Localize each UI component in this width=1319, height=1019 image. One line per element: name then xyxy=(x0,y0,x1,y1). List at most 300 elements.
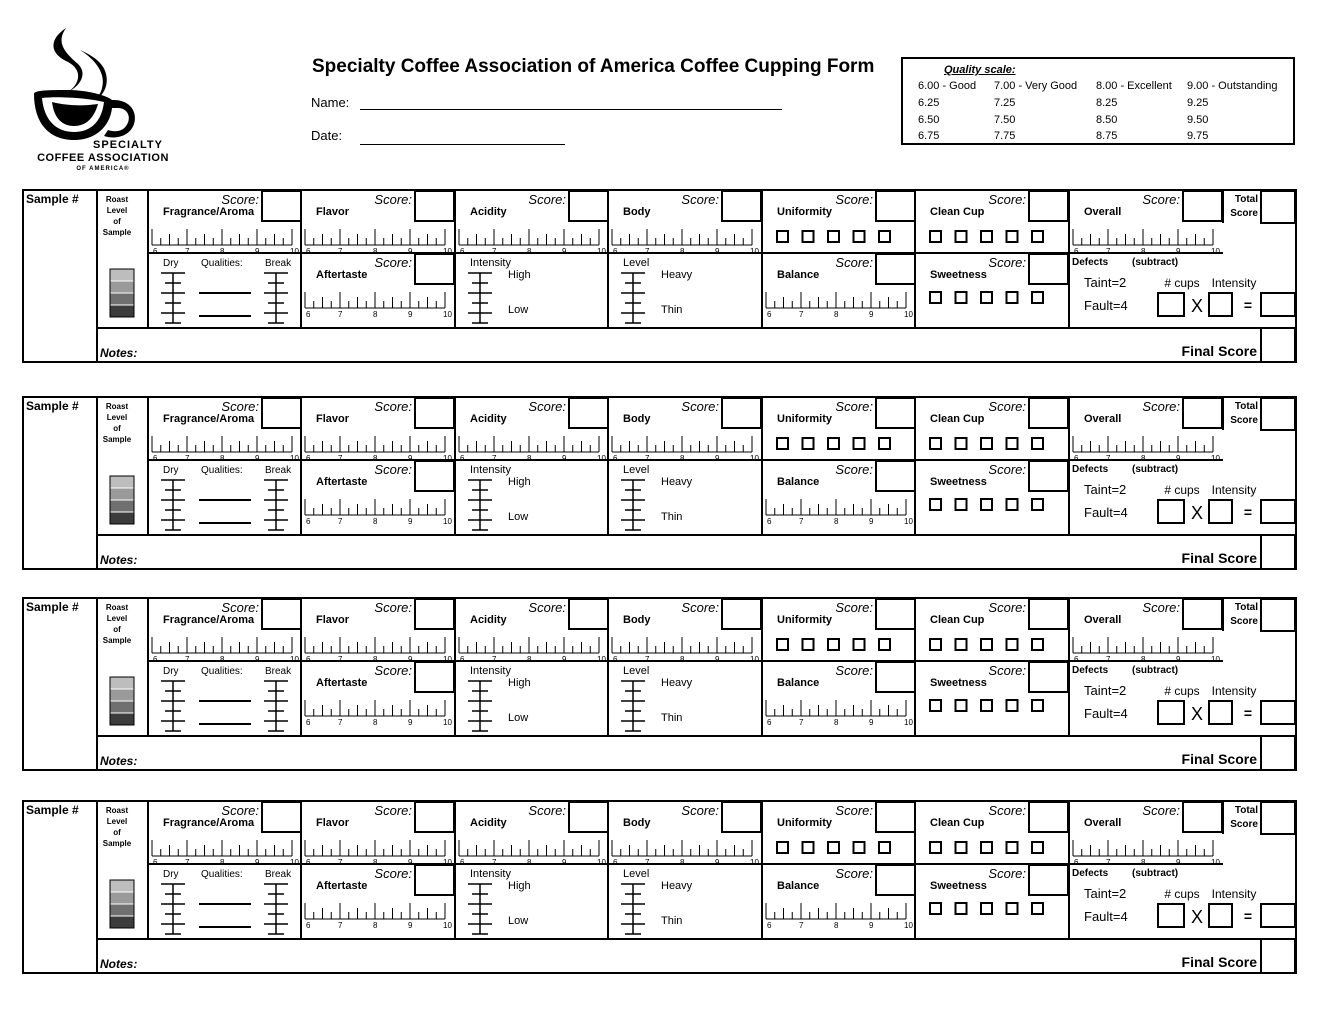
sweetness-score-label: Score: xyxy=(988,462,1026,477)
roast-level-label: Sample xyxy=(102,839,132,848)
acidity-scale-number: 8 xyxy=(527,247,532,256)
clean-cup-cup-checkbox[interactable] xyxy=(981,842,992,853)
sample-card xyxy=(22,597,1297,771)
overall-score-box[interactable] xyxy=(1183,191,1222,221)
aftertaste-scale-number: 9 xyxy=(408,517,413,526)
body-scale-number: 7 xyxy=(645,858,650,867)
body-score-box[interactable] xyxy=(722,802,761,832)
body-thin-label: Thin xyxy=(661,712,683,724)
total-score-label: Score xyxy=(1230,819,1258,830)
sweetness-cup-checkbox[interactable] xyxy=(1007,700,1018,711)
acidity-label: Acidity xyxy=(470,614,507,626)
break-label: Break xyxy=(265,869,292,880)
uniformity-cup-checkbox[interactable] xyxy=(854,639,865,650)
roast-swatch-segment[interactable] xyxy=(110,689,134,701)
acidity-label: Acidity xyxy=(470,413,507,425)
acidity-scale-number: 10 xyxy=(597,247,606,256)
acidity-high-label: High xyxy=(508,880,531,892)
aftertaste-score-box[interactable] xyxy=(415,254,454,284)
quality-scale-value: 8.50 xyxy=(1096,114,1118,126)
overall-score-label: Score: xyxy=(1142,399,1180,414)
body-score-box[interactable] xyxy=(722,398,761,428)
roast-level-label: Roast xyxy=(105,402,129,411)
flavor-score-box[interactable] xyxy=(415,802,454,832)
aftertaste-score-box[interactable] xyxy=(415,662,454,692)
roast-swatch-segment[interactable] xyxy=(110,476,134,488)
uniformity-cup-checkbox[interactable] xyxy=(879,438,890,449)
acidity-scale-number: 7 xyxy=(492,454,497,463)
body-heavy-label: Heavy xyxy=(661,269,693,281)
defects-result-box[interactable] xyxy=(1261,500,1295,523)
clean-cup-cup-checkbox[interactable] xyxy=(981,231,992,242)
aftertaste-score-box[interactable] xyxy=(415,865,454,895)
sweetness-score-box[interactable] xyxy=(1029,461,1068,491)
sweetness-cup-checkbox[interactable] xyxy=(1032,499,1043,510)
uniformity-cup-checkbox[interactable] xyxy=(803,842,814,853)
fragrance-score-label: Score: xyxy=(221,600,259,615)
notes-area[interactable] xyxy=(98,329,1258,361)
sample-card xyxy=(22,396,1297,570)
taint-label: Taint=2 xyxy=(1084,482,1127,497)
uniformity-cup-checkbox[interactable] xyxy=(828,438,839,449)
fragrance-score-label: Score: xyxy=(221,192,259,207)
clean-cup-score-box[interactable] xyxy=(1029,802,1068,832)
sweetness-cup-checkbox[interactable] xyxy=(1032,700,1043,711)
acidity-scale-number: 9 xyxy=(562,454,567,463)
roast-level-label: Sample xyxy=(102,228,132,237)
sweetness-cup-checkbox[interactable] xyxy=(930,499,941,510)
sweetness-cup-checkbox[interactable] xyxy=(930,292,941,303)
qualities-label: Qualities: xyxy=(201,465,243,476)
overall-score-label: Score: xyxy=(1142,600,1180,615)
clean-cup-cup-checkbox[interactable] xyxy=(1032,639,1043,650)
clean-cup-cup-checkbox[interactable] xyxy=(930,639,941,650)
overall-label: Overall xyxy=(1084,206,1122,218)
notes-area[interactable] xyxy=(98,940,1258,972)
fragrance-scale-number: 10 xyxy=(290,655,299,664)
acidity-low-label: Low xyxy=(508,712,529,724)
sweetness-cup-checkbox[interactable] xyxy=(930,903,941,914)
uniformity-cup-checkbox[interactable] xyxy=(777,231,788,242)
aftertaste-label: Aftertaste xyxy=(316,269,368,281)
roast-level-label: Roast xyxy=(105,806,129,815)
intensity-box[interactable] xyxy=(1209,500,1232,523)
fragrance-scale-number: 7 xyxy=(185,454,190,463)
overall-score-box[interactable] xyxy=(1183,398,1222,428)
balance-scale-number: 7 xyxy=(799,517,804,526)
clean-cup-score-box[interactable] xyxy=(1029,599,1068,629)
flavor-scale-number: 7 xyxy=(338,454,343,463)
final-score-label: Final Score xyxy=(1181,954,1257,970)
uniformity-cup-checkbox[interactable] xyxy=(803,639,814,650)
quality-scale-value: 8.75 xyxy=(1096,130,1118,142)
uniformity-cup-checkbox[interactable] xyxy=(803,438,814,449)
intensity-label: Intensity xyxy=(1211,276,1257,290)
clean-cup-cup-checkbox[interactable] xyxy=(1032,842,1043,853)
acidity-label: Acidity xyxy=(470,817,507,829)
sweetness-cup-checkbox[interactable] xyxy=(981,903,992,914)
dry-label: Dry xyxy=(163,666,179,677)
defects-label: Defects xyxy=(1072,868,1109,879)
acidity-scale-number: 6 xyxy=(460,247,465,256)
sweetness-cup-checkbox[interactable] xyxy=(981,700,992,711)
roast-swatch-segment[interactable] xyxy=(110,269,134,281)
roast-level-label: of xyxy=(113,625,121,634)
fragrance-scale-number: 7 xyxy=(185,247,190,256)
acidity-score-box[interactable] xyxy=(569,398,608,428)
sweetness-label: Sweetness xyxy=(930,880,987,892)
body-scale-number: 8 xyxy=(680,858,685,867)
uniformity-cup-checkbox[interactable] xyxy=(854,438,865,449)
body-label: Body xyxy=(623,413,651,425)
fault-label: Fault=4 xyxy=(1084,298,1128,313)
equals-symbol: = xyxy=(1243,705,1253,721)
equals-symbol: = xyxy=(1243,908,1253,924)
clean-cup-cup-checkbox[interactable] xyxy=(1007,842,1018,853)
uniformity-cup-checkbox[interactable] xyxy=(777,639,788,650)
uniformity-cup-checkbox[interactable] xyxy=(803,231,814,242)
uniformity-score-box[interactable] xyxy=(876,191,915,221)
quality-scale-value: 9.50 xyxy=(1187,114,1209,126)
acidity-score-box[interactable] xyxy=(569,191,608,221)
roast-level-label: Sample xyxy=(102,636,132,645)
taint-label: Taint=2 xyxy=(1084,275,1127,290)
clean-cup-score-box[interactable] xyxy=(1029,191,1068,221)
overall-scale-number: 8 xyxy=(1141,454,1146,463)
clean-cup-cup-checkbox[interactable] xyxy=(1007,231,1018,242)
sweetness-cup-checkbox[interactable] xyxy=(1032,292,1043,303)
balance-scale-number: 6 xyxy=(767,517,772,526)
overall-scale-number: 9 xyxy=(1176,247,1181,256)
uniformity-cup-checkbox[interactable] xyxy=(879,639,890,650)
flavor-score-box[interactable] xyxy=(415,398,454,428)
flavor-score-box[interactable] xyxy=(415,599,454,629)
acidity-score-box[interactable] xyxy=(569,802,608,832)
balance-score-label: Score: xyxy=(835,866,873,881)
final-score-box[interactable] xyxy=(1261,328,1295,362)
uniformity-cup-checkbox[interactable] xyxy=(777,438,788,449)
notes-area[interactable] xyxy=(98,536,1258,568)
aftertaste-scale-number: 6 xyxy=(306,310,311,319)
sweetness-cup-checkbox[interactable] xyxy=(1007,292,1018,303)
overall-scale-number: 7 xyxy=(1106,858,1111,867)
balance-score-box[interactable] xyxy=(876,461,915,491)
overall-scale-number: 8 xyxy=(1141,858,1146,867)
sweetness-cup-checkbox[interactable] xyxy=(981,499,992,510)
overall-label: Overall xyxy=(1084,817,1122,829)
body-score-box[interactable] xyxy=(722,599,761,629)
sweetness-cup-checkbox[interactable] xyxy=(956,292,967,303)
sweetness-label: Sweetness xyxy=(930,476,987,488)
body-label: Body xyxy=(623,206,651,218)
sweetness-cup-checkbox[interactable] xyxy=(956,499,967,510)
final-score-box[interactable] xyxy=(1261,535,1295,569)
uniformity-cup-checkbox[interactable] xyxy=(879,231,890,242)
qualities-label: Qualities: xyxy=(201,869,243,880)
clean-cup-cup-checkbox[interactable] xyxy=(930,438,941,449)
body-scale-number: 6 xyxy=(613,454,618,463)
fragrance-scale-number: 10 xyxy=(290,454,299,463)
roast-level-label: Roast xyxy=(105,603,129,612)
aftertaste-scale-number: 9 xyxy=(408,718,413,727)
overall-score-box[interactable] xyxy=(1183,802,1222,832)
balance-scale-number: 9 xyxy=(869,310,874,319)
quality-scale-box xyxy=(901,57,1295,145)
roast-swatch-segment[interactable] xyxy=(110,281,134,293)
roast-level-label: Level xyxy=(106,206,128,215)
sweetness-cup-checkbox[interactable] xyxy=(956,903,967,914)
aftertaste-scale-number: 8 xyxy=(373,310,378,319)
logo-text-line2: COFFEE ASSOCIATION xyxy=(37,152,169,164)
sweetness-cup-checkbox[interactable] xyxy=(1007,903,1018,914)
clean-cup-cup-checkbox[interactable] xyxy=(930,231,941,242)
roast-swatch-segment[interactable] xyxy=(110,305,134,317)
body-score-box[interactable] xyxy=(722,191,761,221)
roast-level-label: of xyxy=(113,217,121,226)
fragrance-scale-number: 10 xyxy=(290,247,299,256)
balance-scale-number: 8 xyxy=(834,921,839,930)
body-scale-number: 9 xyxy=(715,858,720,867)
sweetness-cup-checkbox[interactable] xyxy=(1032,903,1043,914)
balance-scale-number: 10 xyxy=(904,921,913,930)
acidity-scale-number: 7 xyxy=(492,655,497,664)
roast-level-label: Roast xyxy=(105,195,129,204)
acidity-scale-number: 10 xyxy=(597,454,606,463)
clean-cup-label: Clean Cup xyxy=(930,614,985,626)
final-score-label: Final Score xyxy=(1181,343,1257,359)
taint-label: Taint=2 xyxy=(1084,886,1127,901)
flavor-scale-number: 8 xyxy=(373,655,378,664)
flavor-scale-number: 9 xyxy=(408,655,413,664)
balance-score-box[interactable] xyxy=(876,865,915,895)
defects-result-box[interactable] xyxy=(1261,904,1295,927)
acidity-score-label: Score: xyxy=(528,803,566,818)
flavor-scale-number: 10 xyxy=(443,655,452,664)
final-score-box[interactable] xyxy=(1261,736,1295,770)
uniformity-score-label: Score: xyxy=(835,803,873,818)
roast-swatch-segment[interactable] xyxy=(110,677,134,689)
uniformity-cup-checkbox[interactable] xyxy=(828,639,839,650)
dry-label: Dry xyxy=(163,465,179,476)
clean-cup-cup-checkbox[interactable] xyxy=(956,842,967,853)
defects-result-box[interactable] xyxy=(1261,293,1295,316)
total-score-box[interactable] xyxy=(1261,191,1295,223)
acidity-low-label: Low xyxy=(508,915,529,927)
sweetness-cup-checkbox[interactable] xyxy=(930,700,941,711)
intensity-box[interactable] xyxy=(1209,293,1232,316)
notes-area[interactable] xyxy=(98,737,1258,769)
flavor-score-box[interactable] xyxy=(415,191,454,221)
body-scale-number: 10 xyxy=(750,858,759,867)
acidity-scale-number: 7 xyxy=(492,247,497,256)
sweetness-cup-checkbox[interactable] xyxy=(956,700,967,711)
form-title: Specialty Coffee Association of America Coffee Cupping Form xyxy=(312,56,875,77)
balance-score-label: Score: xyxy=(835,462,873,477)
aftertaste-scale-number: 6 xyxy=(306,517,311,526)
body-scale-number: 8 xyxy=(680,454,685,463)
overall-score-box[interactable] xyxy=(1183,599,1222,629)
body-thin-label: Thin xyxy=(661,511,683,523)
final-score-box[interactable] xyxy=(1261,939,1295,973)
name-field[interactable] xyxy=(360,109,782,110)
roast-level-label: of xyxy=(113,828,121,837)
intensity-box[interactable] xyxy=(1209,701,1232,724)
cups-label: # cups xyxy=(1164,684,1200,698)
body-thin-label: Thin xyxy=(661,915,683,927)
cups-box[interactable] xyxy=(1158,904,1184,927)
sample-card xyxy=(22,189,1297,363)
equals-symbol: = xyxy=(1243,297,1253,313)
body-scale-number: 7 xyxy=(645,454,650,463)
total-score-box[interactable] xyxy=(1261,599,1295,631)
overall-scale-number: 6 xyxy=(1074,858,1079,867)
intensity-label: Intensity xyxy=(1211,684,1257,698)
quality-scale-value: 7.50 xyxy=(994,114,1016,126)
flavor-scale-number: 7 xyxy=(338,858,343,867)
roast-swatch-segment[interactable] xyxy=(110,713,134,725)
aftertaste-scale-number: 10 xyxy=(443,718,452,727)
sweetness-score-box[interactable] xyxy=(1029,865,1068,895)
fragrance-score-box[interactable] xyxy=(262,398,301,428)
total-score-label: Total xyxy=(1234,805,1258,816)
roast-swatch-segment[interactable] xyxy=(110,500,134,512)
date-field[interactable] xyxy=(360,144,565,145)
clean-cup-cup-checkbox[interactable] xyxy=(956,231,967,242)
body-scale-number: 6 xyxy=(613,655,618,664)
flavor-scale-number: 7 xyxy=(338,247,343,256)
uniformity-cup-checkbox[interactable] xyxy=(879,842,890,853)
sweetness-label: Sweetness xyxy=(930,269,987,281)
overall-scale-number: 6 xyxy=(1074,655,1079,664)
quality-scale-value: 6.75 xyxy=(918,130,940,142)
flavor-scale-number: 8 xyxy=(373,247,378,256)
roast-swatch-segment[interactable] xyxy=(110,293,134,305)
sweetness-cup-checkbox[interactable] xyxy=(981,292,992,303)
acidity-scale-number: 10 xyxy=(597,858,606,867)
roast-swatch-segment[interactable] xyxy=(110,916,134,928)
acidity-scale-number: 10 xyxy=(597,655,606,664)
fragrance-score-box[interactable] xyxy=(262,191,301,221)
clean-cup-cup-checkbox[interactable] xyxy=(1007,438,1018,449)
clean-cup-cup-checkbox[interactable] xyxy=(981,639,992,650)
body-scale-number: 10 xyxy=(750,655,759,664)
roast-swatch-segment[interactable] xyxy=(110,512,134,524)
quality-scale-value: 6.50 xyxy=(918,114,940,126)
clean-cup-cup-checkbox[interactable] xyxy=(1007,639,1018,650)
acidity-scale-number: 9 xyxy=(562,858,567,867)
uniformity-cup-checkbox[interactable] xyxy=(828,842,839,853)
uniformity-cup-checkbox[interactable] xyxy=(777,842,788,853)
aftertaste-score-box[interactable] xyxy=(415,461,454,491)
uniformity-score-label: Score: xyxy=(835,600,873,615)
aftertaste-scale-number: 6 xyxy=(306,921,311,930)
acidity-scale-number: 6 xyxy=(460,655,465,664)
uniformity-score-box[interactable] xyxy=(876,398,915,428)
overall-label: Overall xyxy=(1084,413,1122,425)
sample-number-label: Sample # xyxy=(26,600,79,614)
quality-scale-value: 9.00 - Outstanding xyxy=(1187,80,1278,92)
overall-score-label: Score: xyxy=(1142,803,1180,818)
times-symbol: X xyxy=(1190,704,1204,724)
fragrance-scale-number: 6 xyxy=(153,454,158,463)
clean-cup-label: Clean Cup xyxy=(930,817,985,829)
roast-swatch-segment[interactable] xyxy=(110,701,134,713)
clean-cup-cup-checkbox[interactable] xyxy=(930,842,941,853)
fragrance-score-box[interactable] xyxy=(262,802,301,832)
balance-score-box[interactable] xyxy=(876,662,915,692)
uniformity-score-box[interactable] xyxy=(876,802,915,832)
flavor-label: Flavor xyxy=(316,413,350,425)
sample-card-grid xyxy=(22,597,1297,771)
fault-label: Fault=4 xyxy=(1084,909,1128,924)
clean-cup-cup-checkbox[interactable] xyxy=(1032,231,1043,242)
fragrance-score-box[interactable] xyxy=(262,599,301,629)
coffee-cup-logo-icon xyxy=(28,26,178,146)
balance-score-box[interactable] xyxy=(876,254,915,284)
body-score-label: Score: xyxy=(681,399,719,414)
times-symbol: X xyxy=(1190,503,1204,523)
sweetness-score-box[interactable] xyxy=(1029,254,1068,284)
roast-swatch-segment[interactable] xyxy=(110,488,134,500)
uniformity-label: Uniformity xyxy=(777,413,832,425)
total-score-box[interactable] xyxy=(1261,802,1295,834)
sweetness-cup-checkbox[interactable] xyxy=(1007,499,1018,510)
balance-label: Balance xyxy=(777,677,820,689)
body-level-label: Level xyxy=(623,868,650,880)
uniformity-score-box[interactable] xyxy=(876,599,915,629)
fault-label: Fault=4 xyxy=(1084,706,1128,721)
balance-scale-number: 6 xyxy=(767,718,772,727)
aftertaste-score-label: Score: xyxy=(374,663,412,678)
flavor-scale-number: 8 xyxy=(373,454,378,463)
acidity-intensity-label: Intensity xyxy=(470,257,511,269)
aftertaste-score-label: Score: xyxy=(374,255,412,270)
roast-swatch-segment[interactable] xyxy=(110,880,134,892)
clean-cup-score-box[interactable] xyxy=(1029,398,1068,428)
overall-score-label: Score: xyxy=(1142,192,1180,207)
fragrance-scale-number: 6 xyxy=(153,247,158,256)
roast-swatch-segment[interactable] xyxy=(110,892,134,904)
clean-cup-cup-checkbox[interactable] xyxy=(956,438,967,449)
uniformity-cup-checkbox[interactable] xyxy=(828,231,839,242)
total-score-box[interactable] xyxy=(1261,398,1295,430)
sample-number-label: Sample # xyxy=(26,803,79,817)
sweetness-score-box[interactable] xyxy=(1029,662,1068,692)
clean-cup-cup-checkbox[interactable] xyxy=(981,438,992,449)
flavor-scale-number: 9 xyxy=(408,247,413,256)
defects-label: Defects xyxy=(1072,257,1109,268)
flavor-scale-number: 10 xyxy=(443,454,452,463)
uniformity-cup-checkbox[interactable] xyxy=(854,231,865,242)
roast-swatch-segment[interactable] xyxy=(110,904,134,916)
defects-result-box[interactable] xyxy=(1261,701,1295,724)
uniformity-cup-checkbox[interactable] xyxy=(854,842,865,853)
uniformity-score-label: Score: xyxy=(835,192,873,207)
cups-box[interactable] xyxy=(1158,293,1184,316)
overall-scale-number: 7 xyxy=(1106,454,1111,463)
acidity-high-label: High xyxy=(508,677,531,689)
cups-box[interactable] xyxy=(1158,701,1184,724)
name-label: Name: xyxy=(311,95,350,110)
defects-label: Defects xyxy=(1072,665,1109,676)
balance-scale-number: 8 xyxy=(834,310,839,319)
acidity-score-box[interactable] xyxy=(569,599,608,629)
intensity-box[interactable] xyxy=(1209,904,1232,927)
cups-box[interactable] xyxy=(1158,500,1184,523)
clean-cup-cup-checkbox[interactable] xyxy=(956,639,967,650)
clean-cup-cup-checkbox[interactable] xyxy=(1032,438,1043,449)
body-score-label: Score: xyxy=(681,192,719,207)
